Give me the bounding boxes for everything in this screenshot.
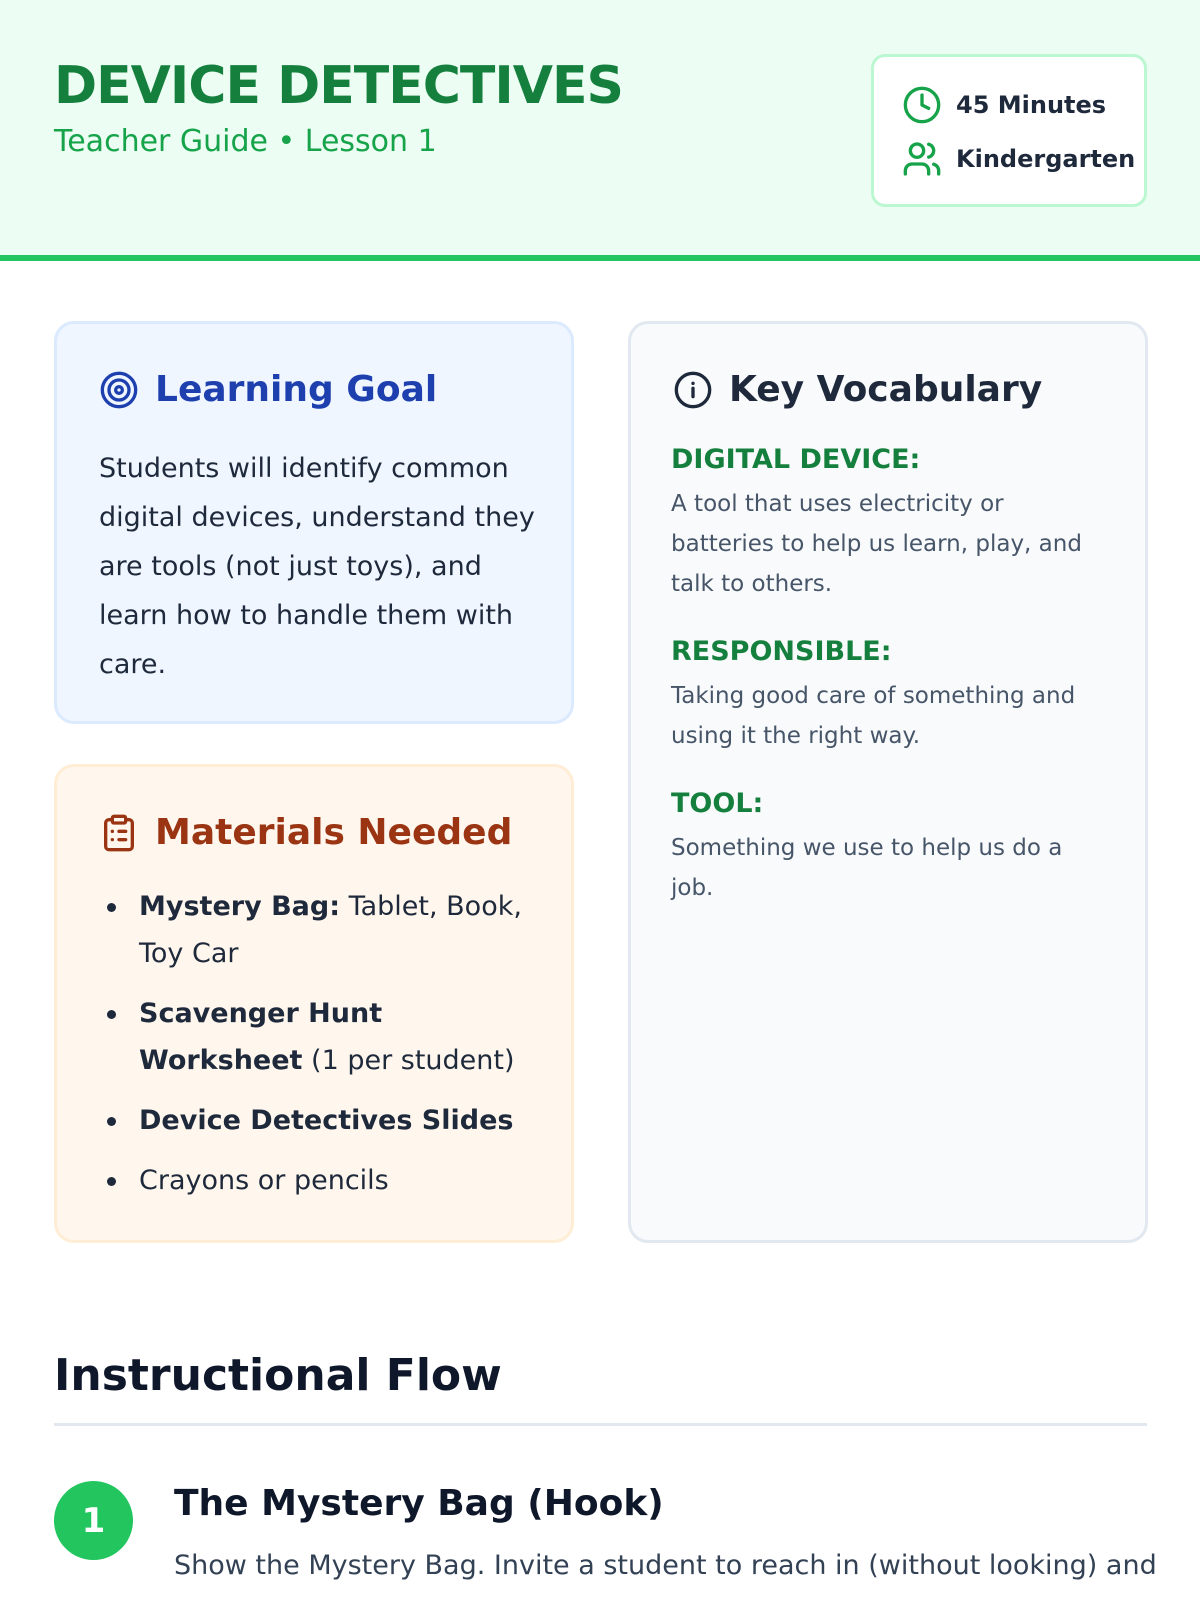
page-subtitle: Teacher Guide • Lesson 1 <box>54 124 437 159</box>
list-item <box>99 1097 539 1144</box>
page-title: DEVICE DETECTIVES <box>54 56 623 116</box>
clock-icon <box>902 85 942 125</box>
material-detail: Crayons or pencils <box>139 1165 389 1196</box>
vocab-definition: Something we use to help us do a job. <box>671 835 1063 901</box>
materials-list <box>99 883 539 1217</box>
learning-goal-title: Learning Goal <box>155 369 438 410</box>
materials-heading <box>99 812 512 853</box>
vocabulary-title: Key Vocabulary <box>729 369 1043 410</box>
vocab-term: RESPONSIBLE: <box>671 636 892 667</box>
grade-text: Kindergarten <box>956 145 1136 173</box>
list-item <box>99 1157 539 1204</box>
vocab-definition: A tool that uses electricity or batteries to help us learn, play, and talk to others. <box>671 491 1082 597</box>
learning-goal-text: Students will identify common digital devices, understand they are tools (not just toys), and learn how to handle them with care. <box>99 453 535 680</box>
vocabulary-card <box>628 321 1148 1243</box>
clipboard-icon <box>99 813 139 853</box>
step-number-badge: 1 <box>54 1481 133 1560</box>
target-icon <box>99 370 139 410</box>
material-name: Scavenger Hunt Worksheet <box>139 998 383 1076</box>
learning-goal-card <box>54 321 574 724</box>
list-item <box>99 883 539 977</box>
vocabulary-heading <box>673 369 1042 410</box>
vocab-item <box>671 442 1101 604</box>
learning-goal-heading <box>99 369 437 410</box>
info-icon <box>673 370 713 410</box>
vocab-term: DIGITAL DEVICE: <box>671 444 921 475</box>
material-name: Device Detectives Slides <box>139 1105 514 1136</box>
section-divider <box>54 1423 1147 1426</box>
step-title: The Mystery Bag (Hook) <box>174 1483 664 1524</box>
material-name: Mystery Bag: <box>139 891 340 922</box>
lesson-meta-box <box>871 54 1147 207</box>
duration-text: 45 Minutes <box>956 91 1107 119</box>
step-text: Show the Mystery Bag. Invite a student to reach in (without looking) and <box>174 1550 1157 1581</box>
vocab-item <box>671 634 1101 756</box>
material-detail: (1 per student) <box>302 1045 515 1076</box>
vocab-item <box>671 786 1101 908</box>
materials-title: Materials Needed <box>155 812 513 853</box>
vocabulary-list <box>671 442 1101 938</box>
duration-row <box>902 85 1106 125</box>
list-item <box>99 990 539 1084</box>
vocab-definition: Taking good care of something and using it the right way. <box>671 683 1076 749</box>
material-detail: Tablet, Book, Toy Car <box>139 891 522 969</box>
materials-card <box>54 764 574 1243</box>
lesson-header <box>0 0 1200 261</box>
vocab-term: TOOL: <box>671 788 764 819</box>
users-icon <box>902 139 942 179</box>
grade-row <box>902 139 1135 179</box>
instructional-flow-title: Instructional Flow <box>54 1350 502 1401</box>
